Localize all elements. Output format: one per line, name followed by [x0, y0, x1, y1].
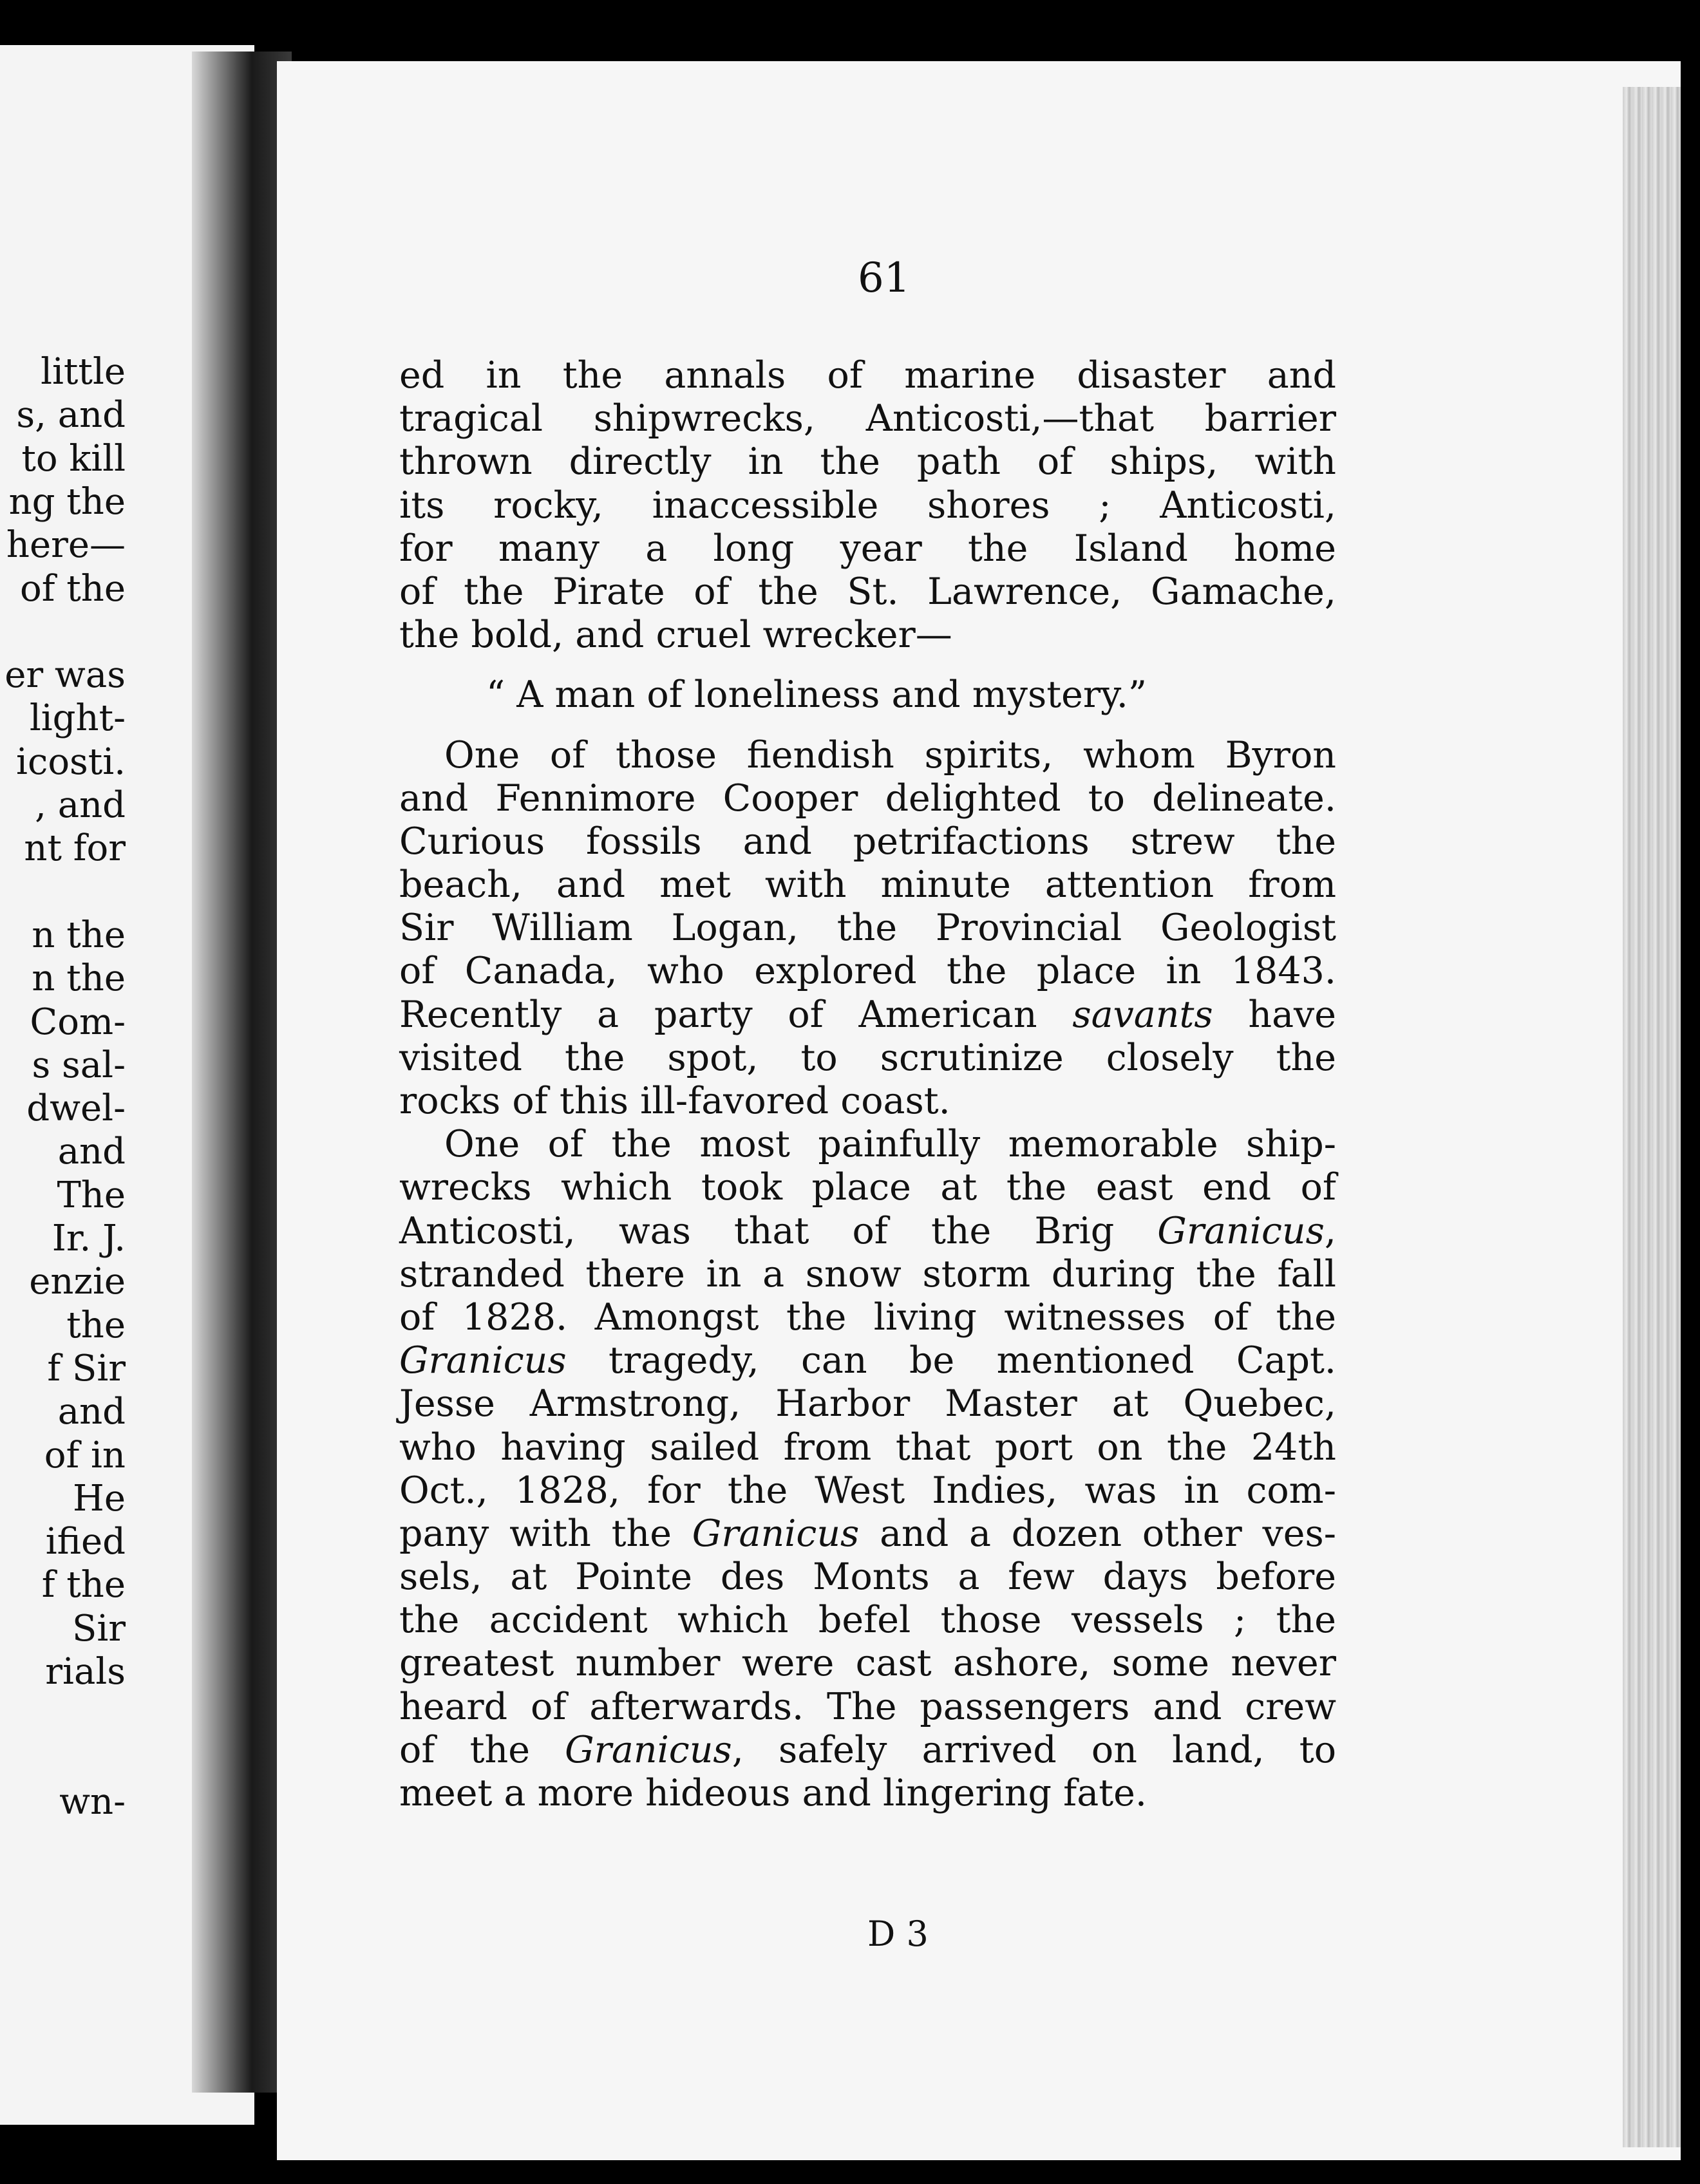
left-page-line: ng the — [8, 480, 126, 523]
left-page-line: er was — [5, 654, 126, 697]
left-page-line: ified — [45, 1521, 126, 1563]
text-line — [399, 1339, 1336, 1382]
text-line: stranded there in a snow storm during the fall — [399, 1252, 1336, 1295]
italic-ship-name: Granicus — [1157, 1209, 1325, 1252]
left-page-line: icosti. — [16, 740, 126, 783]
text-line: of the Pirate of the St. Lawrence, Gamache, — [399, 570, 1336, 613]
text-line — [399, 1512, 1336, 1556]
page-edges — [1623, 87, 1681, 2147]
block-quote: “ A man of loneliness and mystery.” — [486, 673, 1148, 717]
left-page-line: to kill — [21, 437, 126, 480]
left-page-line: He — [73, 1477, 126, 1520]
left-page-line: of the — [20, 567, 126, 610]
text-line: heard of afterwards. The passengers and crew — [399, 1685, 1336, 1728]
text-line: the bold, and cruel wrecker— — [399, 614, 952, 657]
left-page-line: n the — [32, 914, 126, 956]
text-line: One of the most painfully memorable ship- — [444, 1123, 1336, 1166]
left-page-line: and — [57, 1131, 126, 1173]
text-line: the accident which befel those vessels ; the — [399, 1599, 1336, 1642]
text-line: Oct., 1828, for the West Indies, was in com- — [399, 1469, 1336, 1512]
left-page-line: , and — [35, 784, 126, 826]
left-page-line: Sir — [71, 1607, 126, 1650]
text-line: ed in the annals of marine disaster and — [399, 354, 1336, 397]
text-line: who having sailed from that port on the 24th — [399, 1426, 1336, 1469]
left-page-line: enzie — [29, 1261, 126, 1303]
left-page-line: dwel- — [26, 1087, 126, 1130]
left-page-line: Ir. J. — [52, 1218, 126, 1259]
left-page-line: little — [41, 351, 126, 393]
left-page-line: the — [66, 1304, 126, 1346]
left-page-line: and — [57, 1391, 126, 1433]
left-page-line: The — [57, 1174, 126, 1216]
text-line: One of those fiendish spirits, whom Byron — [444, 733, 1336, 777]
page-number: 61 — [858, 254, 911, 302]
left-page-line: f Sir — [47, 1347, 126, 1389]
body-text — [399, 354, 1336, 1815]
text-line: tragical shipwrecks, Anticosti,—that barrier — [399, 397, 1336, 440]
right-page — [277, 61, 1681, 2160]
text-span: have — [1213, 993, 1336, 1036]
left-page-line: nt for — [24, 827, 126, 870]
text-line — [399, 1729, 1336, 1772]
left-page-line: n the — [32, 957, 126, 1000]
text-line: greatest number were cast ashore, some never — [399, 1642, 1336, 1685]
text-span: , — [1324, 1209, 1336, 1252]
left-page-line: wn- — [59, 1780, 126, 1823]
text-line: visited the spot, to scrutinize closely the — [399, 1036, 1336, 1079]
left-page-line: of in — [44, 1434, 126, 1476]
text-line — [399, 993, 1336, 1037]
text-span: Anticosti, was that of the Brig — [399, 1209, 1158, 1252]
text-line: Jesse Armstrong, Harbor Master at Quebec, — [399, 1382, 1336, 1426]
italic-ship-name: Granicus — [692, 1512, 860, 1555]
left-page-line: light- — [29, 697, 126, 740]
left-page-line: here— — [6, 524, 126, 567]
text-span: and a dozen other ves- — [859, 1512, 1336, 1555]
text-span: pany with the — [399, 1512, 692, 1555]
text-line — [399, 1210, 1336, 1253]
text-line: thrown directly in the path of ships, with — [399, 440, 1336, 484]
text-line: Curious fossils and petrifactions strew the — [399, 820, 1336, 863]
text-line: of 1828. Amongst the living witnesses of the — [399, 1295, 1336, 1339]
text-line: rocks of this ill-favored coast. — [399, 1080, 950, 1122]
left-page-line: s, and — [16, 394, 126, 437]
italic-ship-name: savants — [1072, 993, 1213, 1036]
text-line: beach, and met with minute attention from — [399, 863, 1336, 907]
text-line: Sir William Logan, the Provincial Geologist — [399, 907, 1336, 950]
left-page-line: rials — [45, 1651, 126, 1693]
text-line: and Fennimore Cooper delighted to delineate. — [399, 777, 1336, 820]
text-span: of the — [399, 1728, 565, 1771]
text-line: sels, at Pointe des Monts a few days before — [399, 1556, 1336, 1599]
left-page-line: f the — [41, 1564, 126, 1606]
text-line: wrecks which took place at the east end of — [399, 1166, 1336, 1209]
text-line: for many a long year the Island home — [399, 527, 1336, 570]
signature-mark: D 3 — [867, 1914, 929, 1954]
text-span: , safely arrived on land, to — [732, 1728, 1337, 1771]
text-line: its rocky, inaccessible shores ; Anticosti, — [399, 484, 1336, 527]
italic-ship-name: Granicus — [399, 1339, 567, 1382]
left-page-line: s sal- — [32, 1044, 126, 1086]
text-span: Recently a party of American — [399, 993, 1073, 1036]
left-page-line: Com- — [30, 1001, 126, 1043]
italic-ship-name: Granicus — [565, 1728, 732, 1771]
text-line: meet a more hideous and lingering fate. — [399, 1772, 1147, 1814]
text-line: of Canada, who explored the place in 1843. — [399, 950, 1336, 993]
text-span: tragedy, can be mentioned Capt. — [566, 1339, 1336, 1382]
